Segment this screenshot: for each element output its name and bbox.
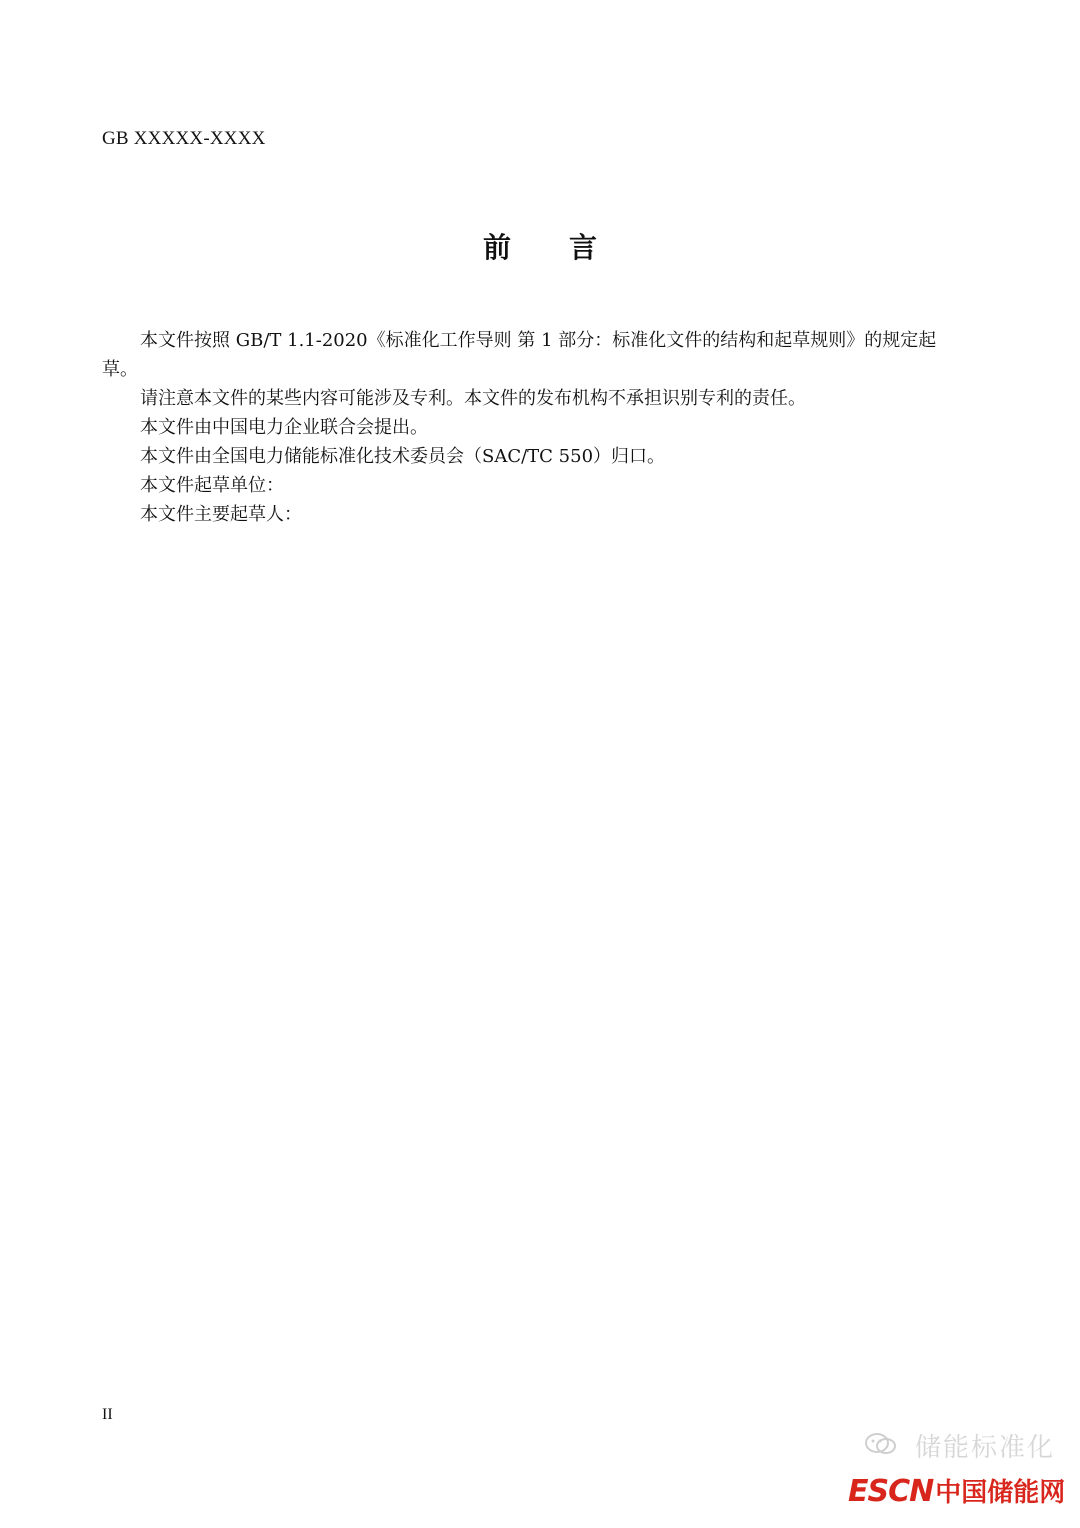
title-char-1: 前 [482,231,511,264]
title-char-2: 言 [569,231,598,264]
paragraph-drafting-rules: 本文件按照 GB/T 1.1-2020《标准化工作导则 第 1 部分：标准化文件的结构和起草规则》的规定起草。 [102,330,937,380]
paragraph-committee: 本文件由全国电力储能标准化技术委员会（SAC/TC 550）归口。 [140,446,666,467]
page-number: II [102,1406,113,1423]
wechat-icon [864,1432,898,1456]
brand-latin: ESCN [848,1474,934,1509]
paragraph-patent-notice: 请注意本文件的某些内容可能涉及专利。本文件的发布机构不承担识别专利的责任。 [140,388,806,409]
foreword-body [102,326,958,529]
brand-logo [848,1472,1065,1509]
document-code: GB XXXXX-XXXX [102,128,266,149]
brand-chinese: 中国储能网 [935,1478,1066,1508]
watermark-text: 储能标准化 [915,1433,1056,1463]
page-title [0,226,1080,266]
paragraph-drafting-units: 本文件起草单位： [140,475,284,496]
paragraph-proposer: 本文件由中国电力企业联合会提出。 [140,417,428,438]
paragraph-drafters: 本文件主要起草人： [140,504,302,525]
